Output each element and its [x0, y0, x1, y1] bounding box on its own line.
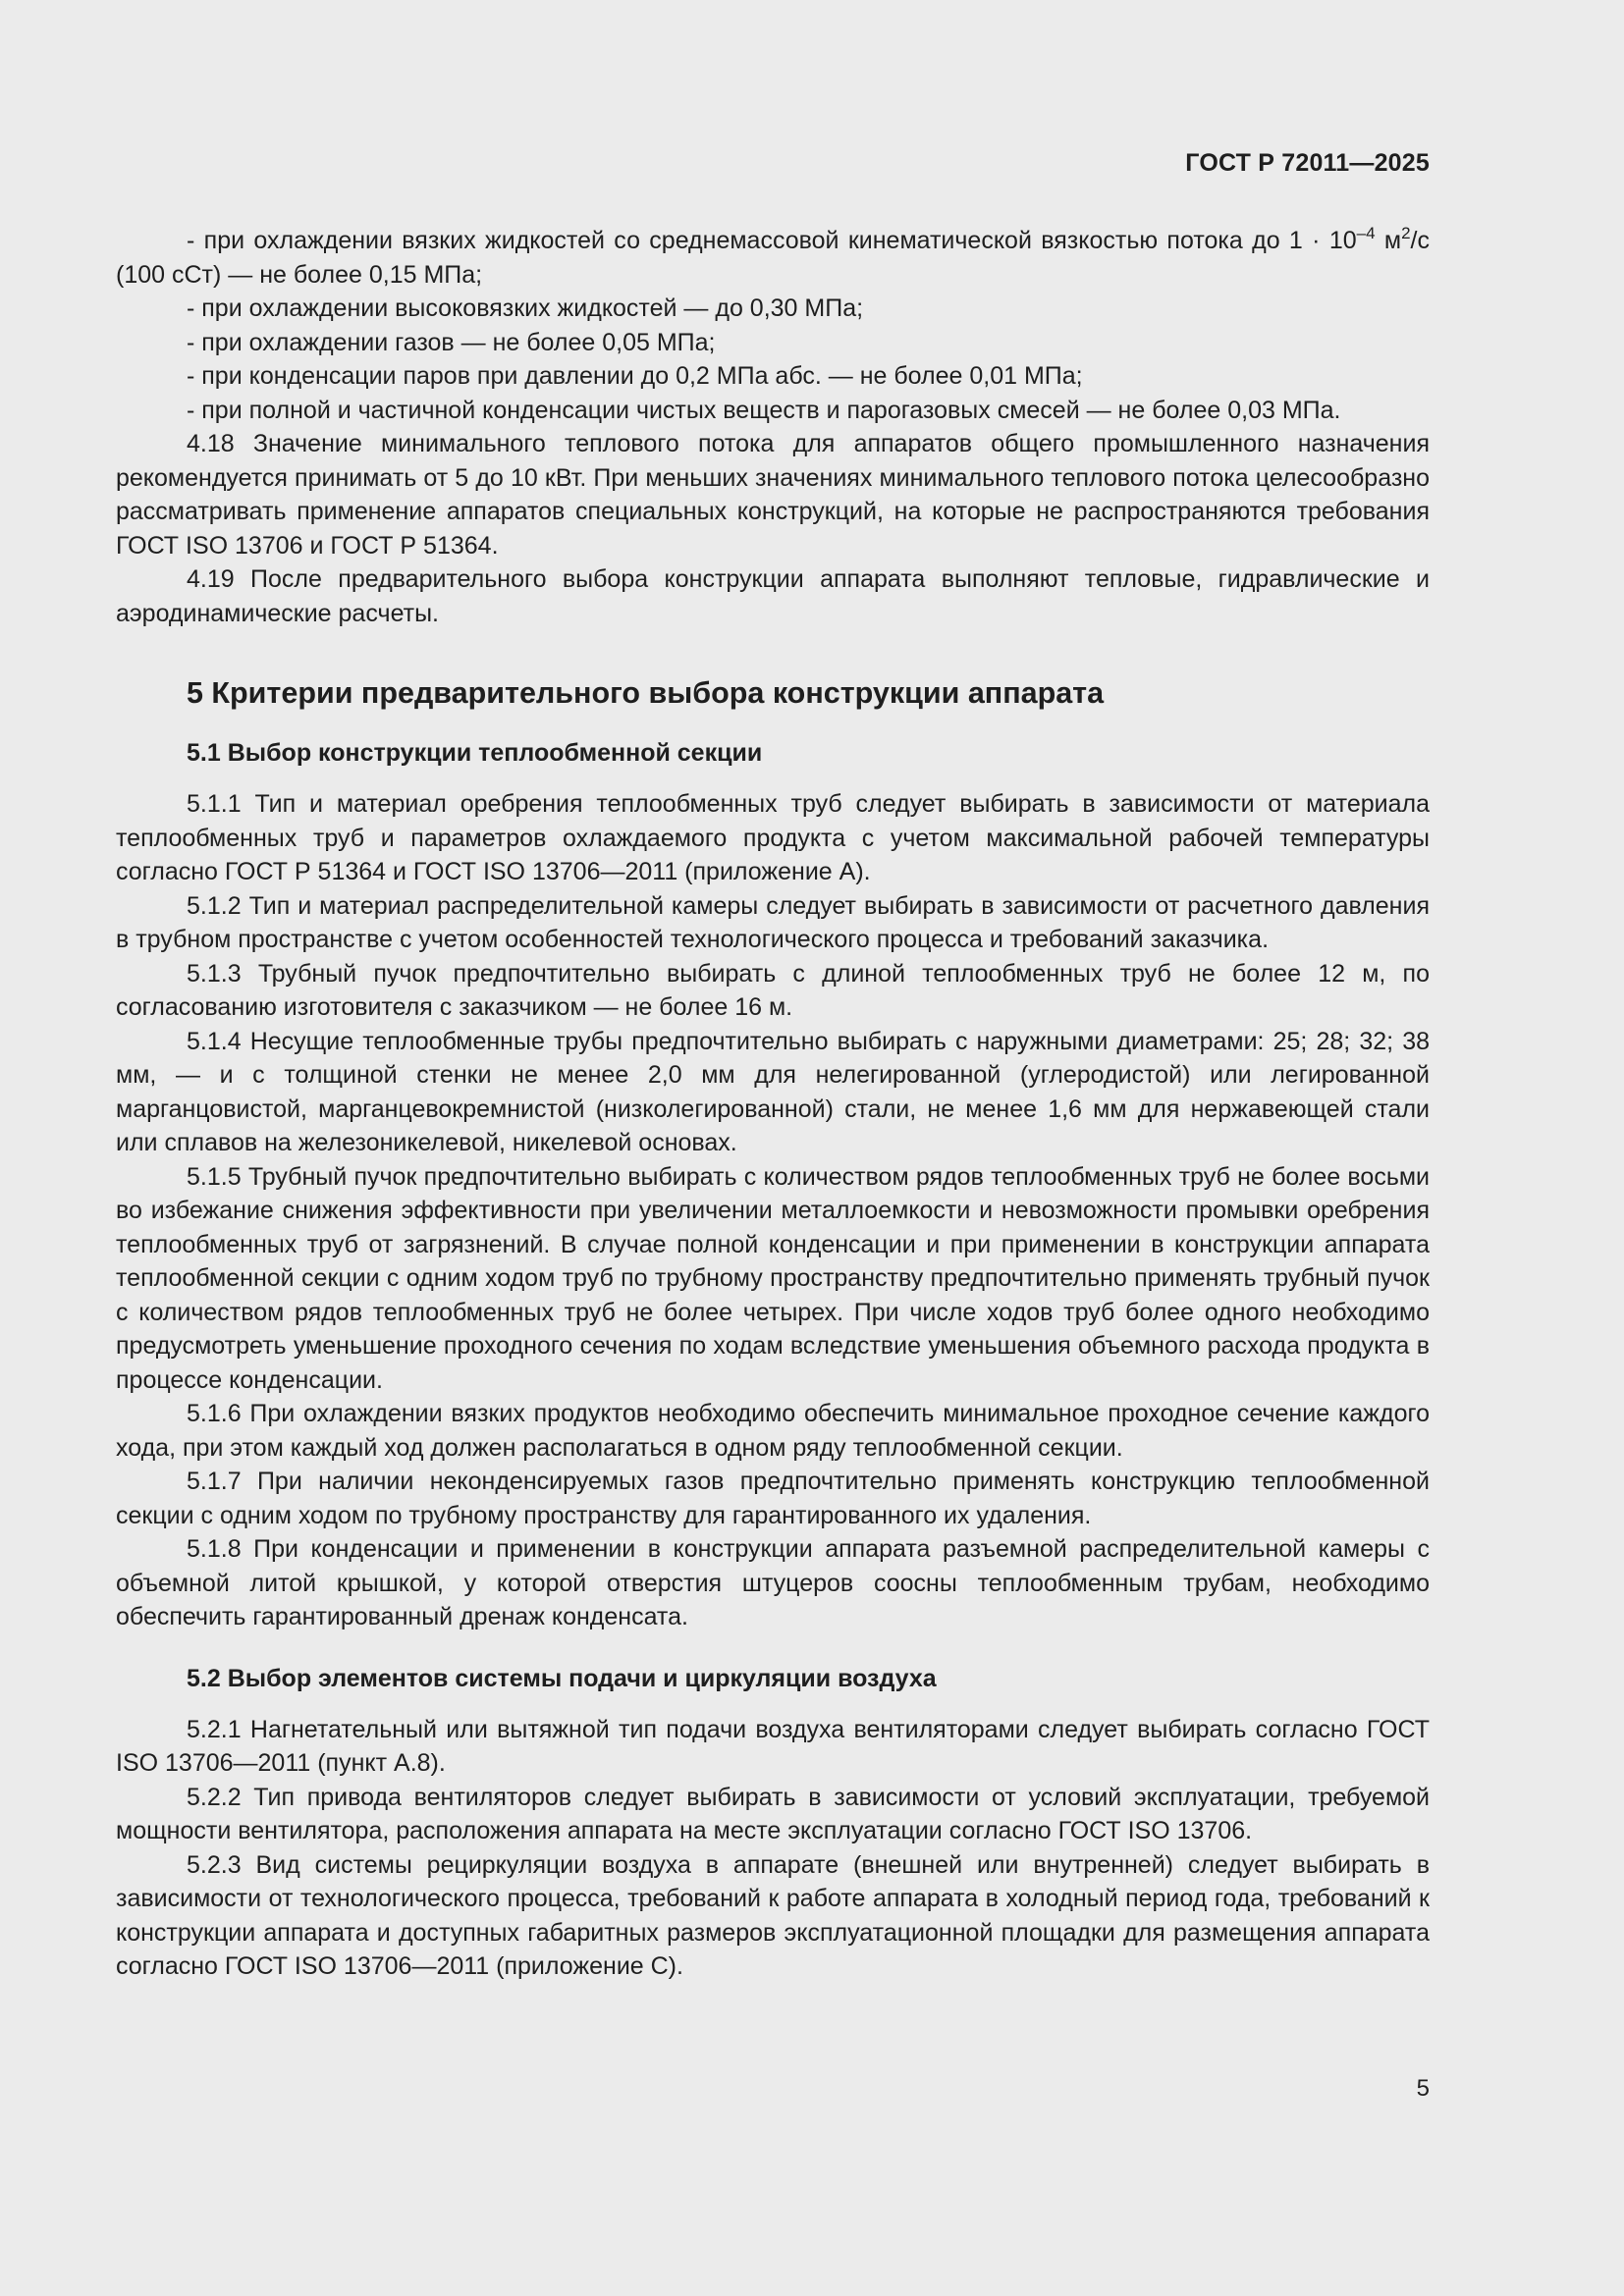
- paragraph-gases: - при охлаждении газов — не более 0,05 МПа;: [187, 328, 716, 356]
- document-header-id: ГОСТ Р 72011—2025: [1185, 149, 1430, 177]
- paragraph-5-1-2: 5.1.2 Тип и материал распределительной камеры следует выбирать в зависимости от расчетного давления в трубном пространстве с учетом особенностей технологического процесса и требований заказчика.: [116, 891, 1430, 953]
- section-5-heading: 5 Критерии предварительного выбора конструкции аппарата: [187, 676, 1105, 710]
- paragraph-4-18: 4.18 Значение минимального теплового потока для аппаратов общего промышленного назначения рекомендуется принимать от 5 до 10 кВт. При меньших значениях минимального теплового потока целесообразно рассматривать применение аппаратов специальных конструкций, на которые не распространяются требования ГОСТ ISO 13706 и ГОСТ Р 51364.: [116, 430, 1430, 560]
- page-content: [116, 224, 1430, 1984]
- paragraph-5-2-3: 5.2.3 Вид системы рециркуляции воздуха в аппарате (внешней или внутренней) следует выбирать в зависимости от технологического процесса, требований к работе аппарата в холодный период года, требований к конструкции аппарата и доступных габаритных размеров эксплуатационной площадки для размещения аппарата согласно ГОСТ ISO 13706—2011 (приложение С).: [116, 1850, 1430, 1980]
- page-number: 5: [1416, 2075, 1430, 2102]
- paragraph-5-2-1: 5.2.1 Нагнетательный или вытяжной тип подачи воздуха вентиляторами следует выбирать согласно ГОСТ ISO 13706—2011 (пункт А.8).: [116, 1715, 1430, 1777]
- paragraph-5-1-1: 5.1.1 Тип и материал оребрения теплообменных труб следует выбирать в зависимости от материала теплообменных труб и параметров охлаждаемого продукта с учетом максимальной рабочей температуры согласно ГОСТ Р 51364 и ГОСТ ISO 13706—2011 (приложение А).: [116, 790, 1430, 885]
- paragraph-5-2-2: 5.2.2 Тип привода вентиляторов следует выбирать в зависимости от условий эксплуатации, требуемой мощности вентилятора, расположения аппарата на месте эксплуатации согласно ГОСТ ISO 13706.: [116, 1783, 1430, 1844]
- paragraph-high-viscous: - при охлаждении высоковязких жидкостей — до 0,30 МПа;: [187, 294, 864, 322]
- text-fragment: м: [1375, 227, 1402, 254]
- text-fragment: /с (100 сСт) — не более 0,15 МПа;: [116, 227, 1430, 289]
- paragraph-5-1-4: 5.1.4 Несущие теплообменные трубы предпочтительно выбирать с наружными диаметрами: 25; 28; 32; 38 мм, — и с толщиной стенки не менее 2,0 мм для нелегированной (углеродистой) или легированной марганцовистой, марганцевокремнистой (низколегированной) стали, не менее 1,6 мм для нержавеющей стали или сплавов на железоникелевой, никелевой основах.: [116, 1027, 1430, 1156]
- subsection-5-2-heading: 5.2 Выбор элементов системы подачи и циркуляции воздуха: [187, 1664, 937, 1692]
- paragraph-5-1-3: 5.1.3 Трубный пучок предпочтительно выбирать с длиной теплообменных труб не более 12 м, по согласованию изготовителя с заказчиком — не более 16 м.: [116, 959, 1430, 1021]
- paragraph-5-1-7: 5.1.7 При наличии неконденсируемых газов предпочтительно применять конструкцию теплообменной секции с одним ходом по трубному пространству для гарантированного их удаления.: [116, 1468, 1430, 1529]
- paragraph-vapor-condensation: - при конденсации паров при давлении до 0,2 МПа абс. — не более 0,01 МПа;: [187, 362, 1083, 390]
- paragraph-5-1-8: 5.1.8 При конденсации и применении в конструкции аппарата разъемной распределительной камеры с объемной литой крышкой, у которой отверстия штуцеров соосны теплообменным трубам, необходимо обеспечить гарантированный дренаж конденсата.: [116, 1535, 1430, 1630]
- superscript-square: 2: [1401, 224, 1411, 242]
- paragraph-5-1-6: 5.1.6 При охлаждении вязких продуктов необходимо обеспечить минимальное проходное сечение каждого хода, при этом каждый ход должен располагаться в одном ряду теплообменной секции.: [116, 1400, 1430, 1462]
- paragraph-5-1-5: 5.1.5 Трубный пучок предпочтительно выбирать с количеством рядов теплообменных труб не более восьми во избежание снижения эффективности при увеличении металлоемкости и невозможности промывки оребрения теплообменных труб от загрязнений. В случае полной конденсации и при применении в конструкции аппарата теплообменной секции с одним ходом труб по трубному пространству предпочтительно применять трубный пучок с количеством рядов теплообменных труб не более четырех. При числе ходов труб более одного необходимо предусмотреть уменьшение проходного сечения по ходам вследствие уменьшения объемного расхода продукта в процессе конденсации.: [116, 1162, 1430, 1394]
- superscript-exponent: –4: [1356, 224, 1376, 242]
- subsection-5-1-heading: 5.1 Выбор конструкции теплообменной секции: [187, 739, 763, 767]
- paragraph-viscous-liquids: [116, 224, 1430, 292]
- paragraph-full-condensation: - при полной и частичной конденсации чистых веществ и парогазовых смесей — не более 0,03 МПа.: [187, 396, 1341, 424]
- text-fragment: - при охлаждении вязких жидкостей со среднемассовой кинематической вязкостью потока до 1 · 10: [187, 227, 1357, 254]
- paragraph-4-19: 4.19 После предварительного выбора конструкции аппарата выполняют тепловые, гидравлические и аэродинамические расчеты.: [116, 565, 1430, 627]
